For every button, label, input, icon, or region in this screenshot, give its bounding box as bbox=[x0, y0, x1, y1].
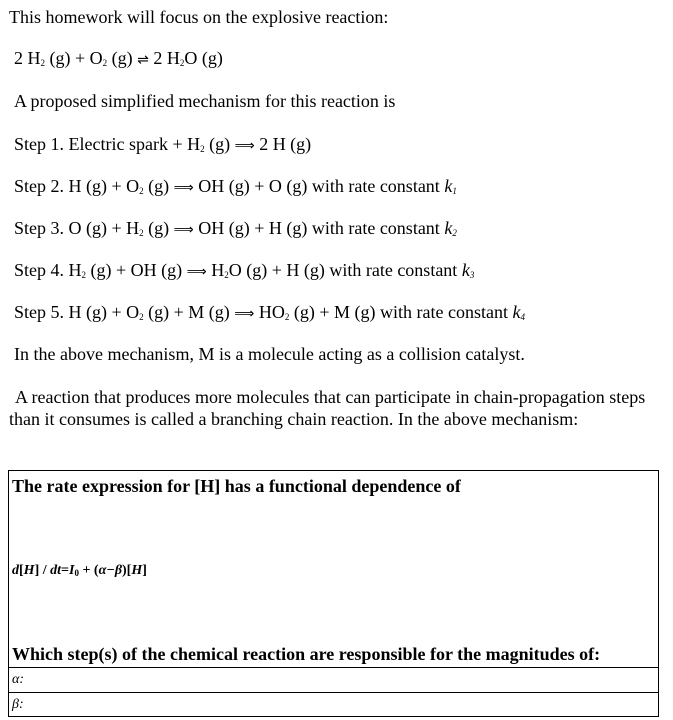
rate-formula: $d[H] / dt=I_0 + (\alpha-\beta)[H]$ bbox=[12, 563, 147, 578]
answer-box bbox=[8, 470, 659, 717]
box-heading: The rate expression for [H] has a functional dependence of bbox=[12, 476, 461, 496]
reaction-arrow-icon: ⟹ bbox=[186, 264, 207, 280]
reaction-arrow-icon: ⟹ bbox=[173, 222, 194, 238]
reaction-arrow-icon: ⟹ bbox=[173, 180, 194, 196]
overall-reaction: 2 $H_2$ $(g) + O_2$ (g) ⇌ 2 $H_2O$ (g) bbox=[14, 48, 223, 68]
alpha-label: α: bbox=[12, 672, 25, 687]
step-2: Step 2. H $(g) + O_2$ (g) ⟹ OH (g) + O (g) with rate constant $k_1$ bbox=[14, 176, 457, 196]
reaction-arrow-icon: ⟹ bbox=[234, 306, 255, 322]
beta-answer-row[interactable] bbox=[9, 692, 658, 716]
branching-paragraph: A reaction that produces more molecules that can participate in chain-propagation steps than it consumes is called a branching chain reaction. In the above mechanism: bbox=[9, 387, 646, 429]
beta-label: β: bbox=[12, 697, 24, 712]
reaction-arrow-icon: ⟹ bbox=[234, 138, 255, 154]
intro-text: This homework will focus on the explosive reaction: bbox=[9, 7, 389, 27]
mechanism-intro: A proposed simplified mechanism for this reaction is bbox=[14, 91, 396, 111]
equilibrium-arrow-icon: ⇌ bbox=[137, 52, 149, 68]
step-5: Step 5. H $(g) + O_2$ (g) + M (g) ⟹ $HO_2$ (g) + M (g) with rate constant $k_4$ bbox=[14, 302, 525, 322]
catalyst-note: In the above mechanism, M is a molecule acting as a collision catalyst. bbox=[14, 344, 525, 364]
box-question: Which step(s) of the chemical reaction are responsible for the magnitudes of: bbox=[12, 644, 601, 664]
step-4: Step 4. $H_2$ (g) + OH (g) ⟹ $H_2O$ (g) + H (g) with rate constant $k_3$ bbox=[14, 260, 475, 280]
step-1: Step 1. Electric spark + $H_2$ (g) ⟹ 2 H (g) bbox=[14, 134, 312, 154]
alpha-answer-row[interactable] bbox=[9, 667, 658, 691]
step-3: Step 3. O $(g) + H_2$ (g) ⟹ OH (g) + H (g) with rate constant $k_2$ bbox=[14, 218, 457, 238]
